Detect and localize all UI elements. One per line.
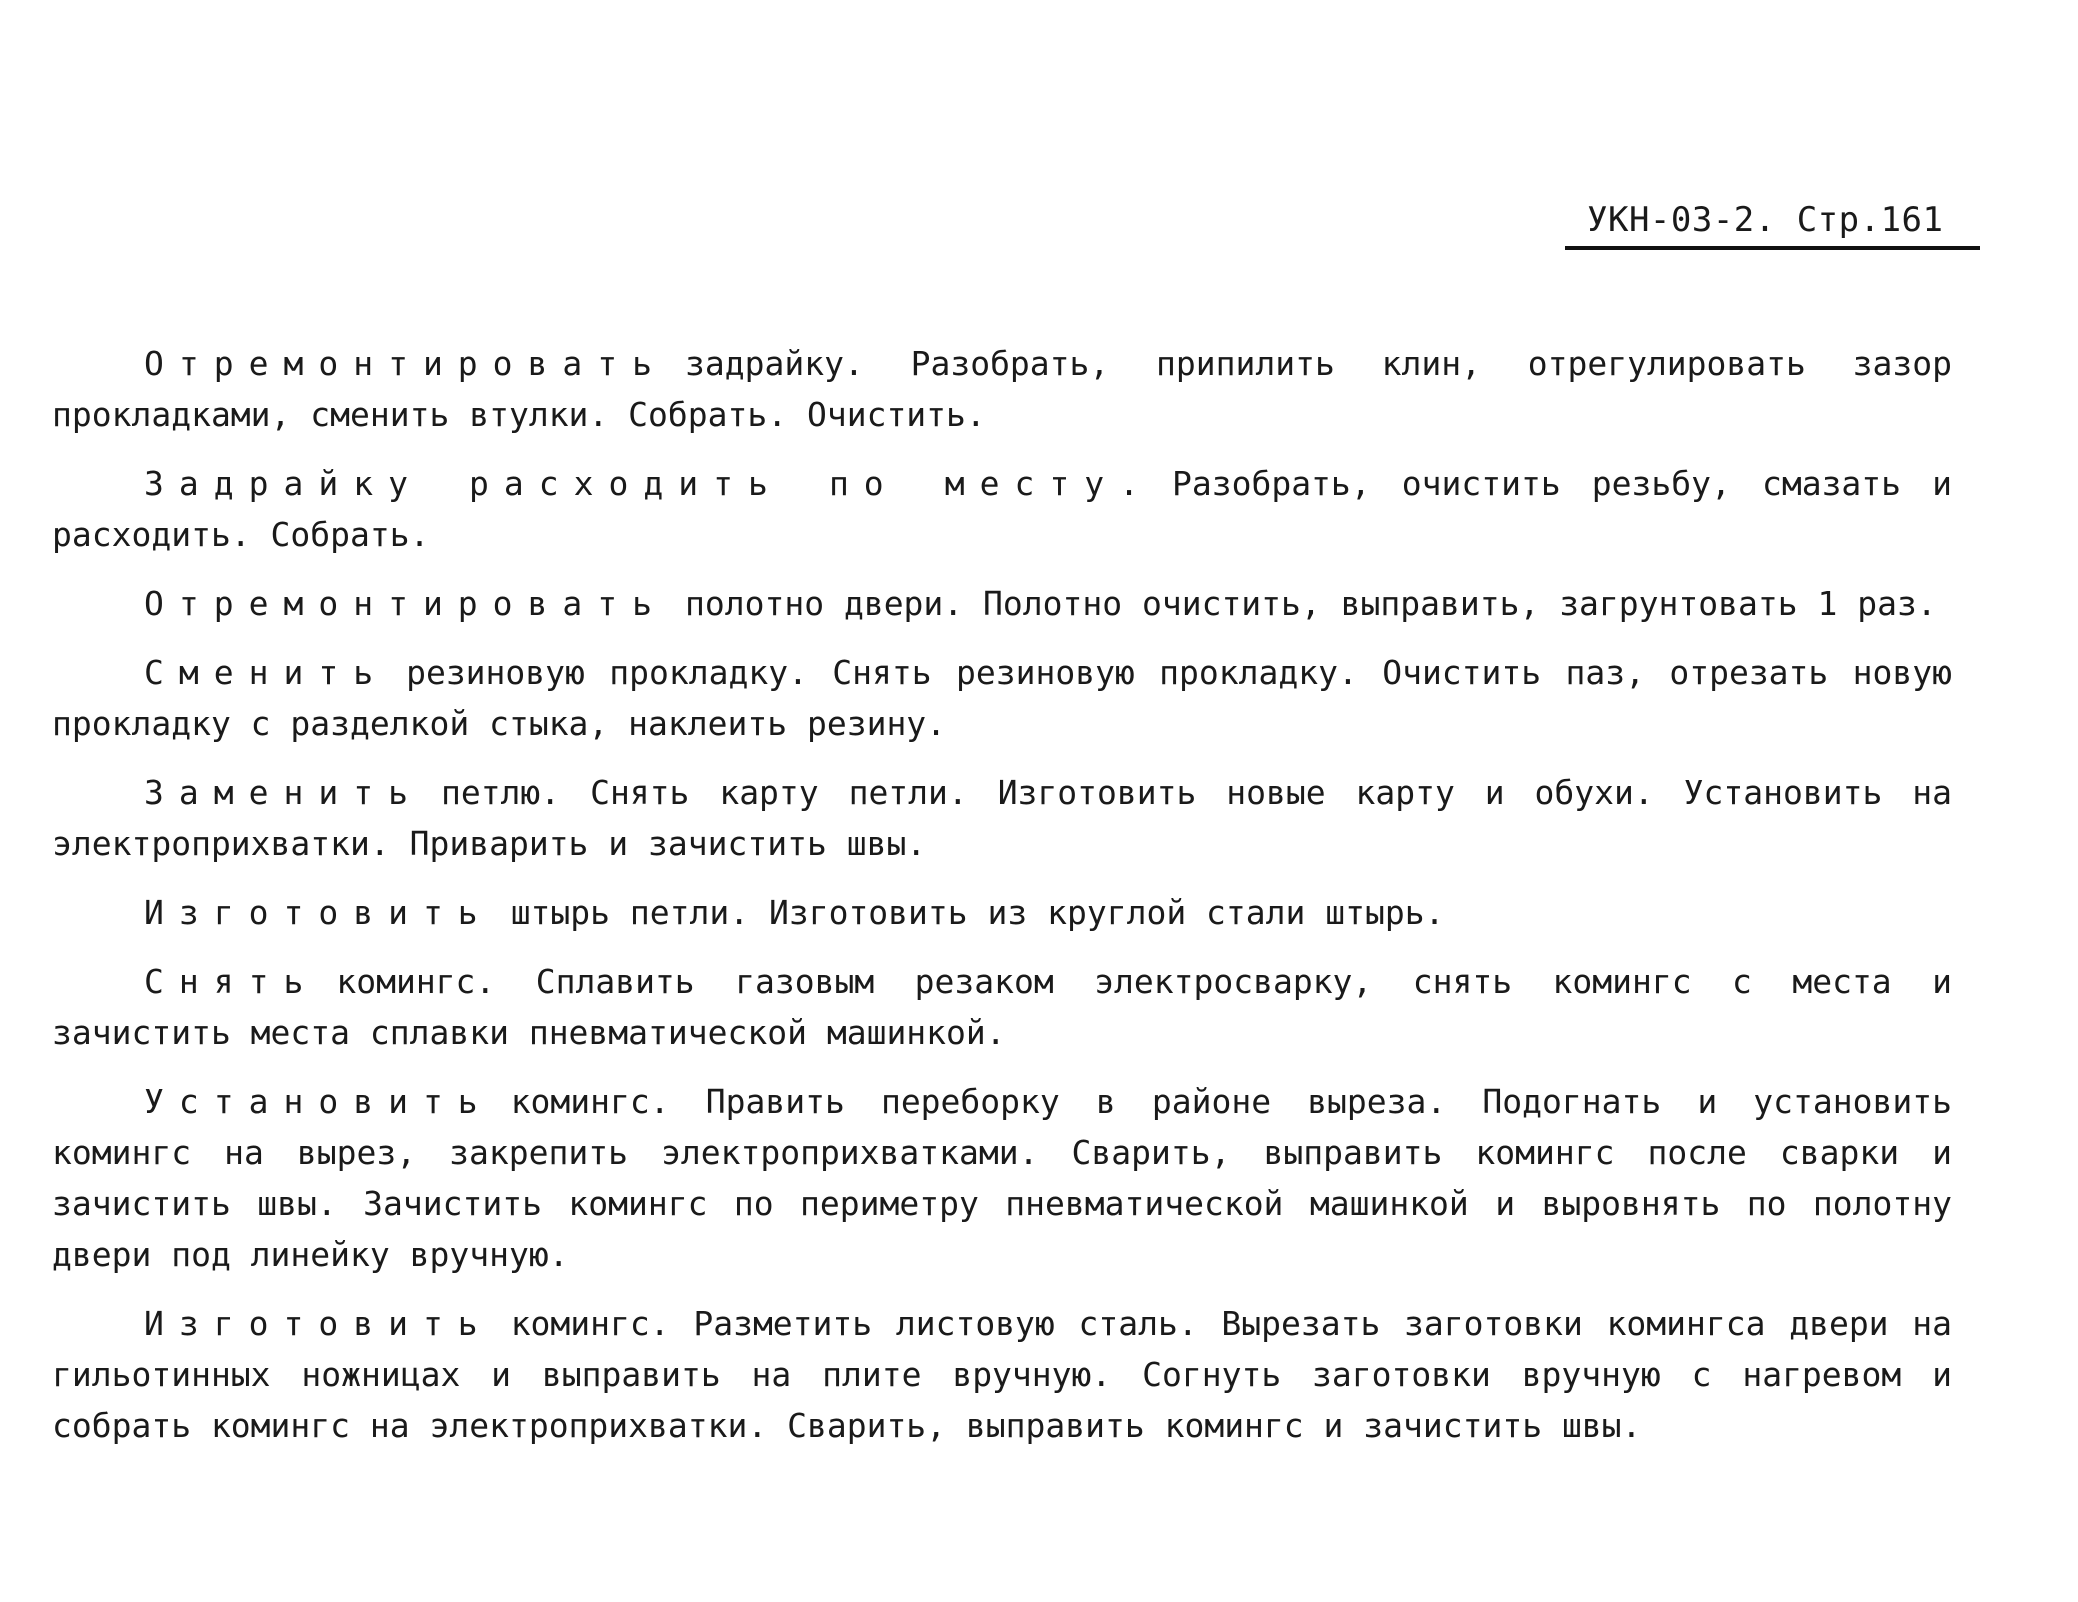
paragraph-lead: Изготовить [144,1304,493,1343]
paragraph [52,767,1952,869]
paragraph-text: комингс. Править переборку в районе выреза. Подогнать и установить комингс на вырез, закрепить электроприхватками. Сварить, выправить комингс после сварки и зачистить швы. Зачистить комингс по периметру пневматической машинкой и выровнять по полотну двери под линейку вручную. [52,1082,1952,1274]
paragraph-text: комингс. Сплавить газовым резаком электросварку, снять комингс с места и зачистить места сплавки пневматической машинкой. [52,962,1952,1052]
page-reference-header [1565,200,1980,250]
page-reference: УКН-03-2. Стр.161 [1587,200,1944,240]
paragraph-lead: Установить [144,1082,493,1121]
paragraph-lead: Снять [144,962,319,1001]
paragraph-text: Разобрать, очистить резьбу, смазать и расходить. Собрать. [52,464,1952,554]
paragraph [52,956,1952,1058]
paragraph [52,1298,1952,1451]
paragraph [52,338,1952,440]
paragraph-lead: Сменить [144,653,389,692]
paragraph-text: задрайку. Разобрать, припилить клин, отрегулировать зазор прокладками, сменить втулки. Собрать. Очистить. [52,344,1952,434]
paragraph-text: полотно двери. Полотно очистить, выправить, загрунтовать 1 раз. [685,584,1937,623]
paragraph-lead: Изготовить [144,893,493,932]
paragraph [52,578,1952,629]
paragraph-text: петлю. Снять карту петли. Изготовить новые карту и обухи. Установить на электроприхватки. Приварить и зачистить швы. [52,773,1952,863]
paragraph-text: штырь петли. Изготовить из круглой стали штырь. [510,893,1445,932]
document-body [52,338,1952,1469]
paragraph-lead: Задрайку расходить по месту. [144,464,1154,503]
paragraph [52,647,1952,749]
paragraph [52,1076,1952,1280]
paragraph-lead: Заменить [144,773,423,812]
paragraph [52,887,1952,938]
paragraph-lead: Отремонтировать [144,344,668,383]
paragraph [52,458,1952,560]
paragraph-text: комингс. Разметить листовую сталь. Вырезать заготовки комингса двери на гильотинных ножницах и выправить на плите вручную. Согнуть заготовки вручную с нагревом и собрать комингс на электроприхватки. Сварить, выправить комингс и зачистить швы. [52,1304,1952,1445]
paragraph-text: резиновую прокладку. Снять резиновую прокладку. Очистить паз, отрезать новую прокладку с разделкой стыка, наклеить резину. [52,653,1952,743]
paragraph-lead: Отремонтировать [144,584,668,623]
